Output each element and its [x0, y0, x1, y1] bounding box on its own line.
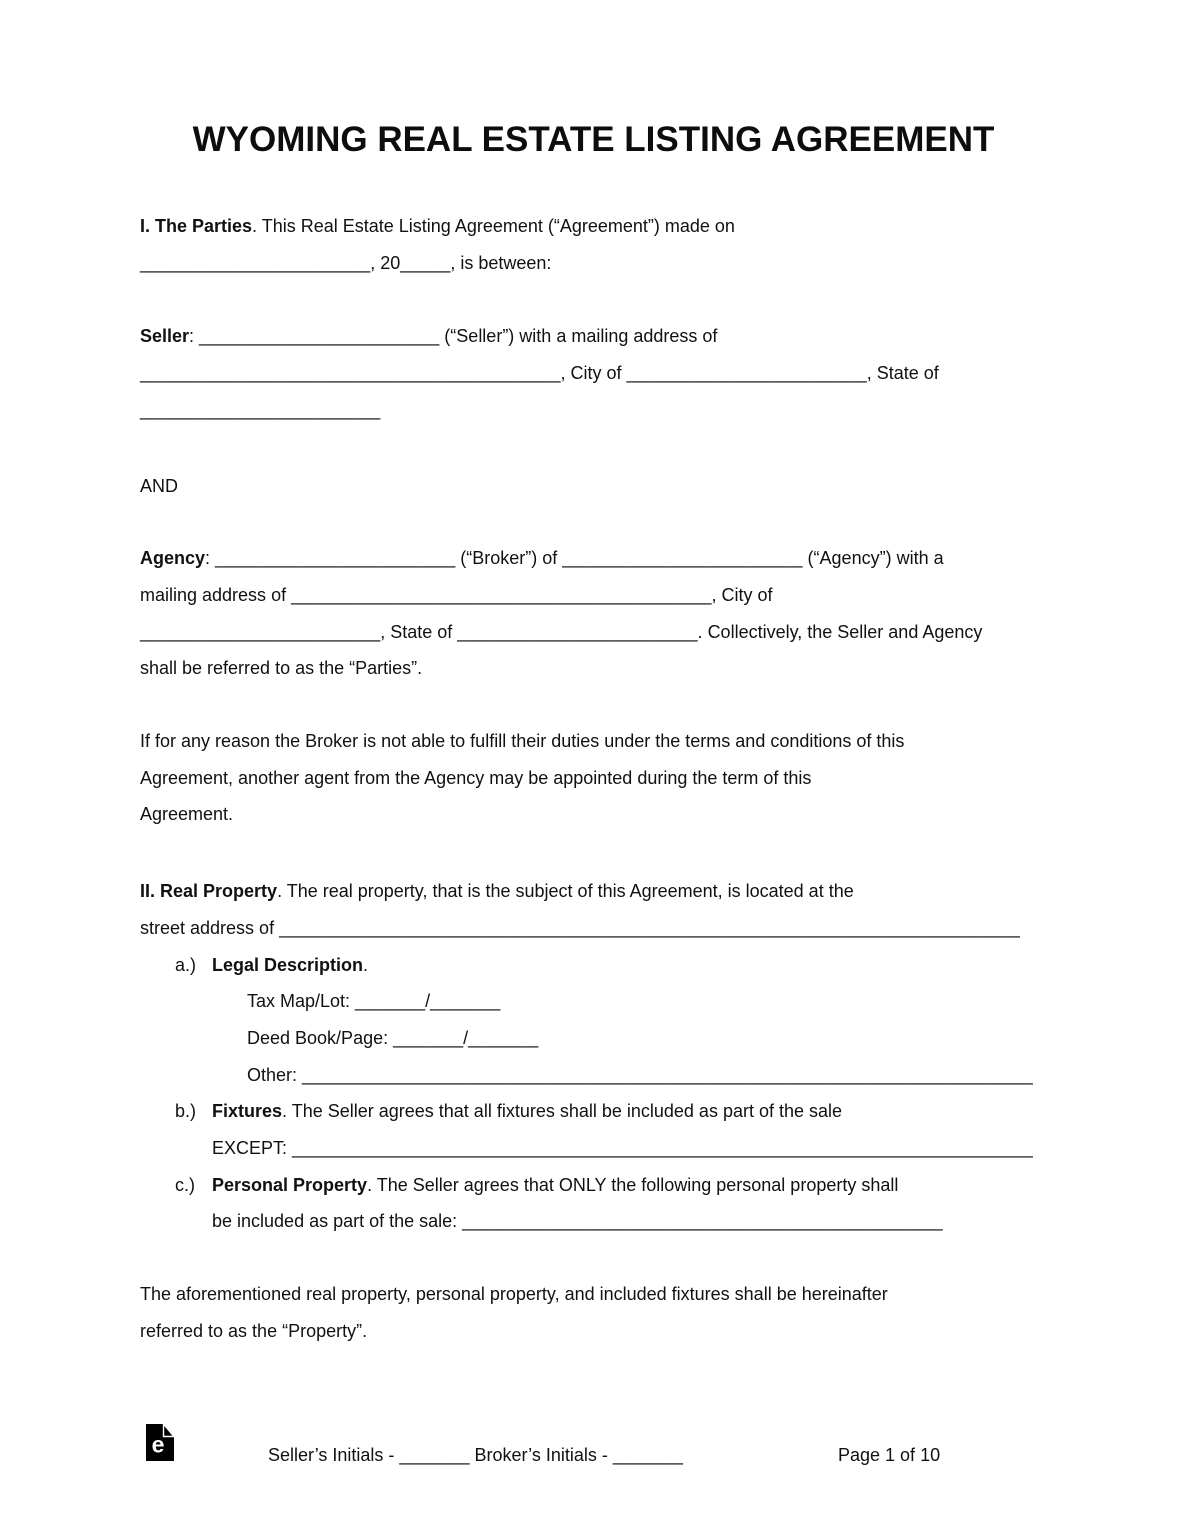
legal-description-period: . [363, 954, 369, 975]
real-property-intro-text: . The real property, that is the subject of this Agreement, is located at the [277, 881, 854, 902]
legal-description-label: Legal Description [212, 954, 364, 975]
fixtures-except-line: EXCEPT: __________________________________________________________________________ [212, 1138, 1033, 1159]
and-word: AND [140, 475, 179, 496]
document-body [140, 0, 1047, 1350]
page-number: Page 1 of 10 [838, 1445, 941, 1465]
logo-letter: e [151, 1431, 165, 1458]
agency-paragraph [140, 540, 1047, 687]
and-separator [140, 468, 1047, 505]
agency-broker-blank-text: : ________________________ (“Broker”) of ________________________ (“Agency”) with a [205, 548, 944, 569]
initials-blank-line: Seller’s Initials - _______ Broker’s Initials - _______ [268, 1445, 683, 1465]
seller-line-1 [140, 318, 1047, 355]
property-definition-line-1: The aforementioned real property, personal property, and included fixtures shall be hereinafter [140, 1284, 888, 1305]
broker-substitution-paragraph [140, 723, 1047, 833]
personal-property-item [140, 1167, 1047, 1204]
broker-substitution-line-3: Agreement. [140, 804, 234, 825]
seller-address-city-state-line: __________________________________________, City of ________________________, State of [140, 363, 939, 384]
personal-property-label: Personal Property [212, 1174, 368, 1195]
other-blank-line: Other: _________________________________________________________________________ [247, 1064, 1033, 1085]
parties-heading: I. The Parties [140, 216, 253, 236]
agency-address-line: mailing address of __________________________________________, City of [140, 584, 773, 605]
eforms-logo-icon [146, 1424, 174, 1461]
broker-substitution-line-1: If for any reason the Broker is not able to fulfill their duties under the terms and conditions of this [140, 731, 905, 752]
seller-label: Seller [140, 326, 190, 347]
parties-paragraph [140, 208, 1047, 281]
item-a-marker: a.) [175, 954, 197, 975]
item-c-marker: c.) [175, 1174, 195, 1195]
agency-label: Agency [140, 548, 206, 569]
parties-line-1 [140, 208, 1047, 245]
property-definition-line-2: referred to as the “Property”. [140, 1320, 368, 1341]
tax-map-lot-line: Tax Map/Lot: _______/_______ [247, 991, 501, 1012]
seller-name-blank-text: : ________________________ (“Seller”) with a mailing address of [189, 326, 718, 347]
street-address-blank-line: street address of __________________________________________________________________________ [140, 917, 1020, 938]
seller-state-blank-line: ________________________ [140, 399, 381, 420]
personal-property-blank-line: be included as part of the sale: ________________________________________________ [212, 1211, 943, 1232]
real-property-heading: II. Real Property [140, 881, 278, 902]
item-b-marker: b.) [175, 1101, 197, 1122]
parties-reference-line: shall be referred to as the “Parties”. [140, 658, 423, 679]
parties-intro-text: . This Real Estate Listing Agreement (“Agreement”) made on [252, 216, 735, 236]
property-definition-paragraph [140, 1276, 1047, 1349]
broker-substitution-line-2: Agreement, another agent from the Agency may be appointed during the term of this [140, 767, 812, 788]
legal-description-item [140, 947, 1047, 984]
page-footer [140, 1424, 1047, 1484]
document-title: WYOMING REAL ESTATE LISTING AGREEMENT [192, 120, 995, 159]
real-property-line-1 [140, 873, 1047, 910]
fixtures-text: . The Seller agrees that all fixtures shall be included as part of the sale [282, 1101, 843, 1122]
real-property-section [140, 873, 1047, 1240]
agency-line-1 [140, 540, 1047, 577]
deed-book-page-line: Deed Book/Page: _______/_______ [247, 1027, 539, 1048]
agency-city-state-line: ________________________, State of ________________________. Collectively, the Seller and Agency [140, 621, 983, 642]
fixtures-label: Fixtures [212, 1101, 283, 1122]
fixtures-item [140, 1093, 1047, 1130]
agreement-date-blank-line: _______________________, 20_____, is between: [140, 252, 552, 273]
seller-paragraph [140, 318, 1047, 428]
personal-property-text: . The Seller agrees that ONLY the following personal property shall [367, 1174, 899, 1195]
